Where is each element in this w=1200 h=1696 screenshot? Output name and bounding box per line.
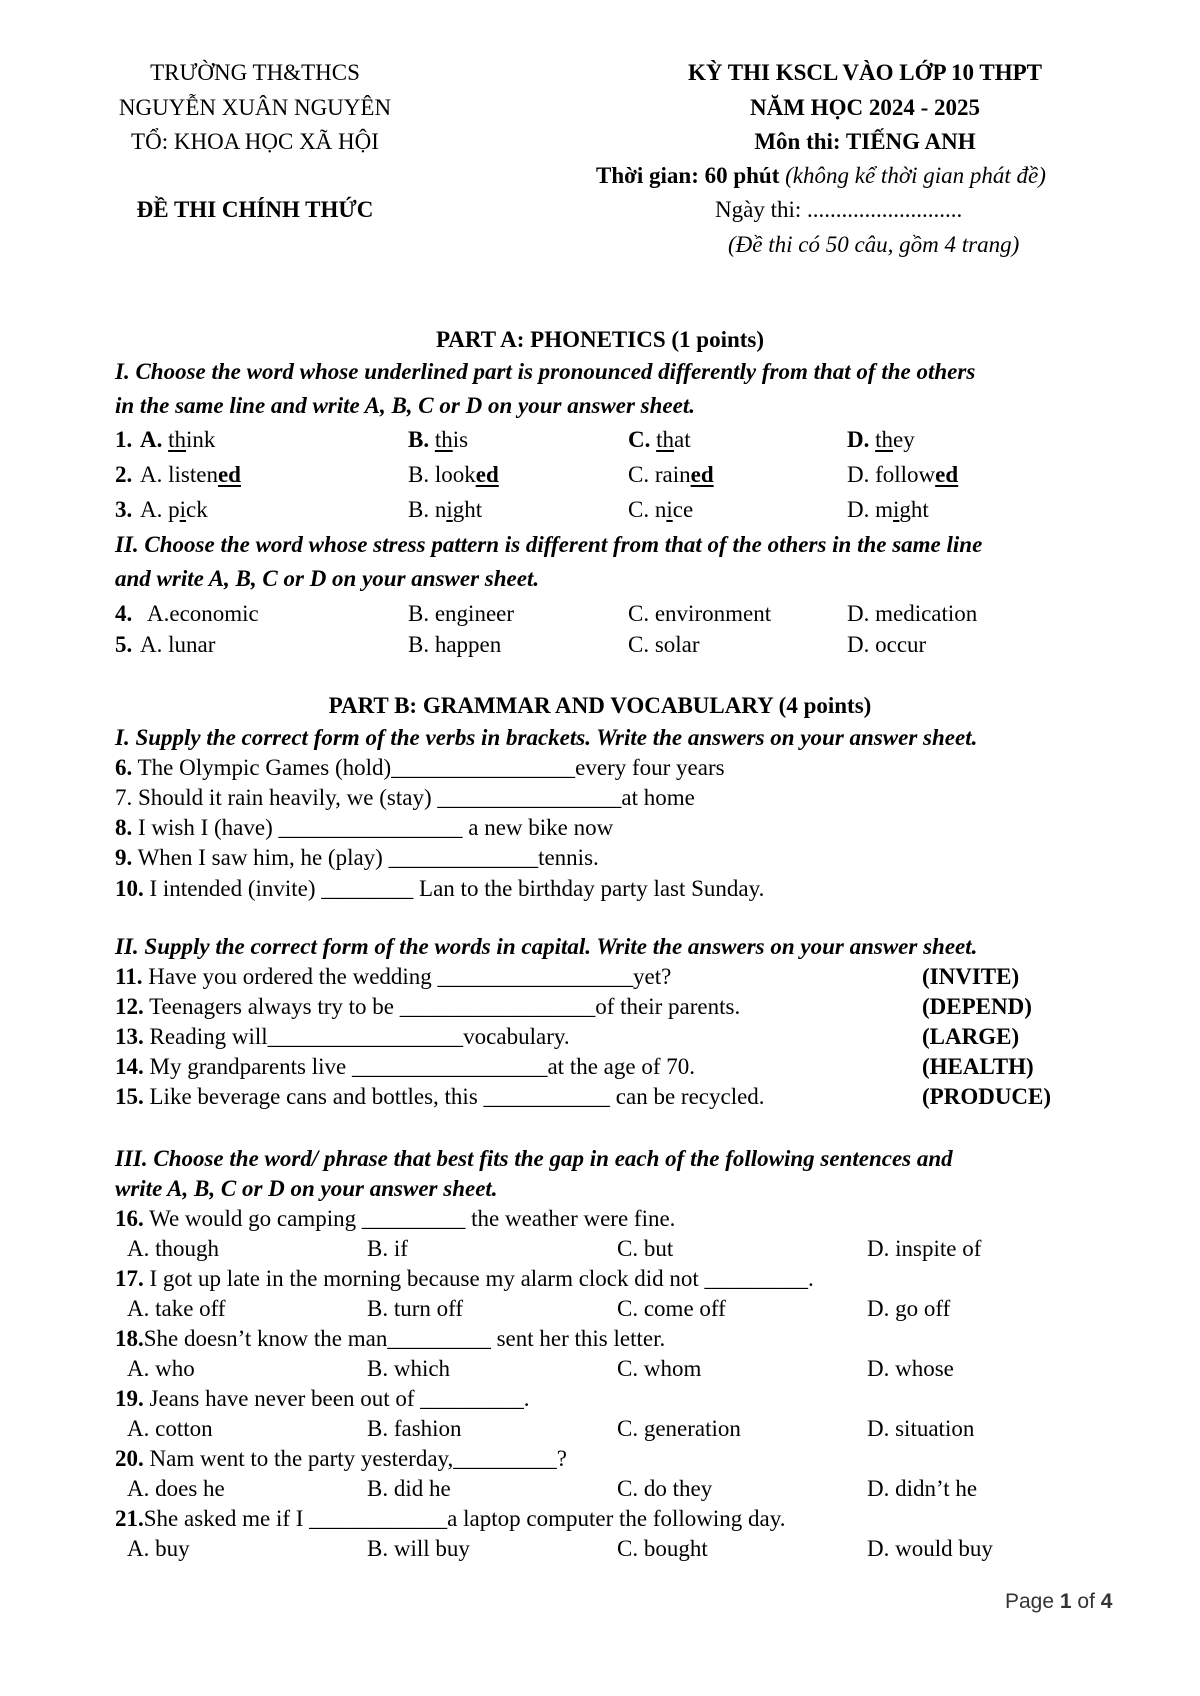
question-21: 21.She asked me if I ____________a laptop computer the following day. [115, 1506, 786, 1531]
question-15: 15. Like beverage cans and bottles, this ___________ can be recycled. (PRODUCE) [115, 1084, 1052, 1109]
question-2: 2. A. listened B. looked C. rained D. followed [115, 462, 959, 487]
question-6: 6. The Olympic Games (hold)________________every four years [115, 755, 725, 780]
part-a-section1-instruction-line1: I. Choose the word whose underlined part is pronounced differently from that of the others [115, 359, 976, 384]
question-16: 16. We would go camping _________ the weather were fine. [115, 1206, 676, 1231]
word-cue: (PRODUCE) [922, 1084, 1052, 1109]
word-cue: (INVITE) [922, 964, 1020, 989]
word-cue: (HEALTH) [922, 1054, 1034, 1079]
question-17-options: A. take off B. turn off C. come off D. go off [127, 1296, 951, 1321]
question-16-options: A. though B. if C. but D. inspite of [127, 1236, 982, 1261]
question-14: 14. My grandparents live _________________at the age of 70. (HEALTH) [115, 1054, 1034, 1079]
question-12: 12. Teenagers always try to be _________________of their parents. (DEPEND) [115, 994, 1032, 1019]
question-13: 13. Reading will_________________vocabulary. (LARGE) [115, 1024, 1020, 1049]
question-number: 4. [115, 601, 133, 626]
question-3: 3. A. pick B. night C. nice D. might [115, 497, 929, 522]
part-b-section1-instruction: I. Supply the correct form of the verbs in brackets. Write the answers on your answer sheet. [115, 725, 978, 750]
part-b-title: PART B: GRAMMAR AND VOCABULARY (4 points) [328, 693, 872, 718]
question-21-options: A. buy B. will buy C. bought D. would buy [127, 1536, 993, 1561]
question-number: 3. [115, 497, 133, 522]
question-19: 19. Jeans have never been out of _________. [115, 1386, 530, 1411]
question-9: 9. When I saw him, he (play) _____________tennis. [115, 845, 599, 870]
part-b-section3-instruction-line1: III. Choose the word/ phrase that best fits the gap in each of the following sentences and [115, 1146, 953, 1171]
question-19-options: A. cotton B. fashion C. generation D. situation [127, 1416, 975, 1441]
part-a-section2-instruction-line1: II. Choose the word whose stress pattern is different from that of the others in the same line [115, 532, 983, 557]
exam-page-note: (Đề thi có 50 câu, gồm 4 trang) [728, 232, 1020, 257]
question-8: 8. I wish I (have) ________________ a new bike now [115, 815, 614, 840]
question-20-options: A. does he B. did he C. do they D. didn’t he [127, 1476, 978, 1501]
word-cue: (LARGE) [922, 1024, 1020, 1049]
exam-duration: Thời gian: 60 phút (không kể thời gian phát đề) [596, 163, 1046, 188]
page-number: Page 1 of 4 [1005, 1590, 1113, 1613]
question-number: 1. [115, 427, 133, 452]
school-year: NĂM HỌC 2024 - 2025 [750, 95, 980, 120]
school-name-line2: NGUYỄN XUÂN NGUYÊN [118, 95, 392, 120]
question-18-options: A. who B. which C. whom D. whose [127, 1356, 954, 1381]
question-4: 4. A.economic B. engineer C. environment D. medication [115, 601, 978, 626]
question-1: 1. A. think B. this C. that D. they [115, 427, 915, 452]
part-a-section2-instruction-line2: and write A, B, C or D on your answer sheet. [115, 566, 540, 591]
part-a-title: PART A: PHONETICS (1 points) [435, 327, 765, 352]
part-a-section1-instruction-line2: in the same line and write A, B, C or D on your answer sheet. [115, 393, 695, 418]
exam-date: Ngày thi: ........................... [715, 197, 963, 222]
question-11: 11. Have you ordered the wedding _________________yet? (INVITE) [115, 964, 1020, 989]
question-17: 17. I got up late in the morning because my alarm clock did not _________. [115, 1266, 814, 1291]
school-name-line1: TRƯỜNG TH&THCS [150, 60, 360, 85]
part-b-section3-instruction-line2: write A, B, C or D on your answer sheet. [115, 1176, 498, 1201]
official-exam-label: ĐỀ THI CHÍNH THỨC [136, 197, 374, 222]
school-department: TỔ: KHOA HỌC XÃ HỘI [131, 129, 379, 154]
question-10: 10. I intended (invite) ________ Lan to the birthday party last Sunday. [115, 876, 765, 901]
question-number: 2. [115, 462, 133, 487]
exam-subject: Môn thi: TIẾNG ANH [754, 129, 976, 154]
question-18: 18.She doesn’t know the man_________ sent her this letter. [115, 1326, 666, 1351]
question-5: 5. A. lunar B. happen C. solar D. occur [115, 632, 927, 657]
question-number: 5. [115, 632, 133, 657]
exam-title: KỲ THI KSCL VÀO LỚP 10 THPT [687, 60, 1043, 85]
part-b-section2-instruction: II. Supply the correct form of the words in capital. Write the answers on your answer sheet. [115, 934, 978, 959]
question-7: 7. Should it rain heavily, we (stay) ________________at home [115, 785, 695, 810]
word-cue: (DEPEND) [922, 994, 1032, 1019]
question-20: 20. Nam went to the party yesterday,_________? [115, 1446, 568, 1471]
